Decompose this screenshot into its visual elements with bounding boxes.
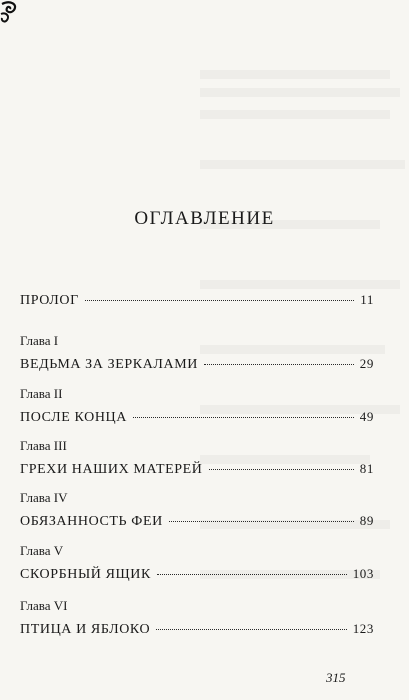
toc-line [20,566,374,583]
toc-line [20,356,374,373]
show-through-line [200,88,400,97]
chapter-title: ПОСЛЕ КОНЦА [20,410,127,425]
chapter-label: Глава I [20,333,59,348]
toc-title: ОГЛАВЛЕНИЕ [134,208,275,229]
toc-line [20,513,374,530]
page-number: 81 [359,461,374,476]
chapter-label: Глава II [20,386,63,401]
show-through-line [200,280,400,289]
show-through-line [200,110,390,119]
dot-leader [85,300,355,301]
toc-line [20,621,374,638]
page-number: 11 [360,292,374,307]
dot-leader [209,469,354,470]
chapter-label: Глава III [20,438,67,453]
chapter-title: ВЕДЬМА ЗА ЗЕРКАЛАМИ [20,357,198,372]
toc-line [20,292,374,309]
toc-line [20,409,374,426]
chapter-title: ПРОЛОГ [20,293,79,308]
dot-leader [157,574,347,575]
page-number: 29 [359,356,374,371]
chapter-title: ПТИЦА И ЯБЛОКО [20,622,151,637]
swirl-ornament-icon [0,0,22,26]
page-number: 49 [359,409,374,424]
chapter-title: СКОРБНЫЙ ЯЩИК [20,567,151,582]
dot-leader [169,521,354,522]
show-through-line [200,345,385,354]
chapter-label: Глава IV [20,490,68,505]
page-number: 103 [352,566,374,581]
dot-leader [133,417,354,418]
chapter-label: Глава V [20,543,64,558]
show-through-line [200,70,390,79]
chapter-title: ОБЯЗАННОСТЬ ФЕИ [20,514,163,529]
page-number: 89 [359,513,374,528]
show-through-line [200,160,405,169]
toc-line [20,461,374,478]
chapter-title: ГРЕХИ НАШИХ МАТЕРЕЙ [20,462,203,477]
chapter-label: Глава VI [20,598,68,613]
dot-leader [156,629,346,630]
dot-leader [204,364,354,365]
page-folio: 315 [326,670,346,685]
page-number: 123 [352,621,374,636]
